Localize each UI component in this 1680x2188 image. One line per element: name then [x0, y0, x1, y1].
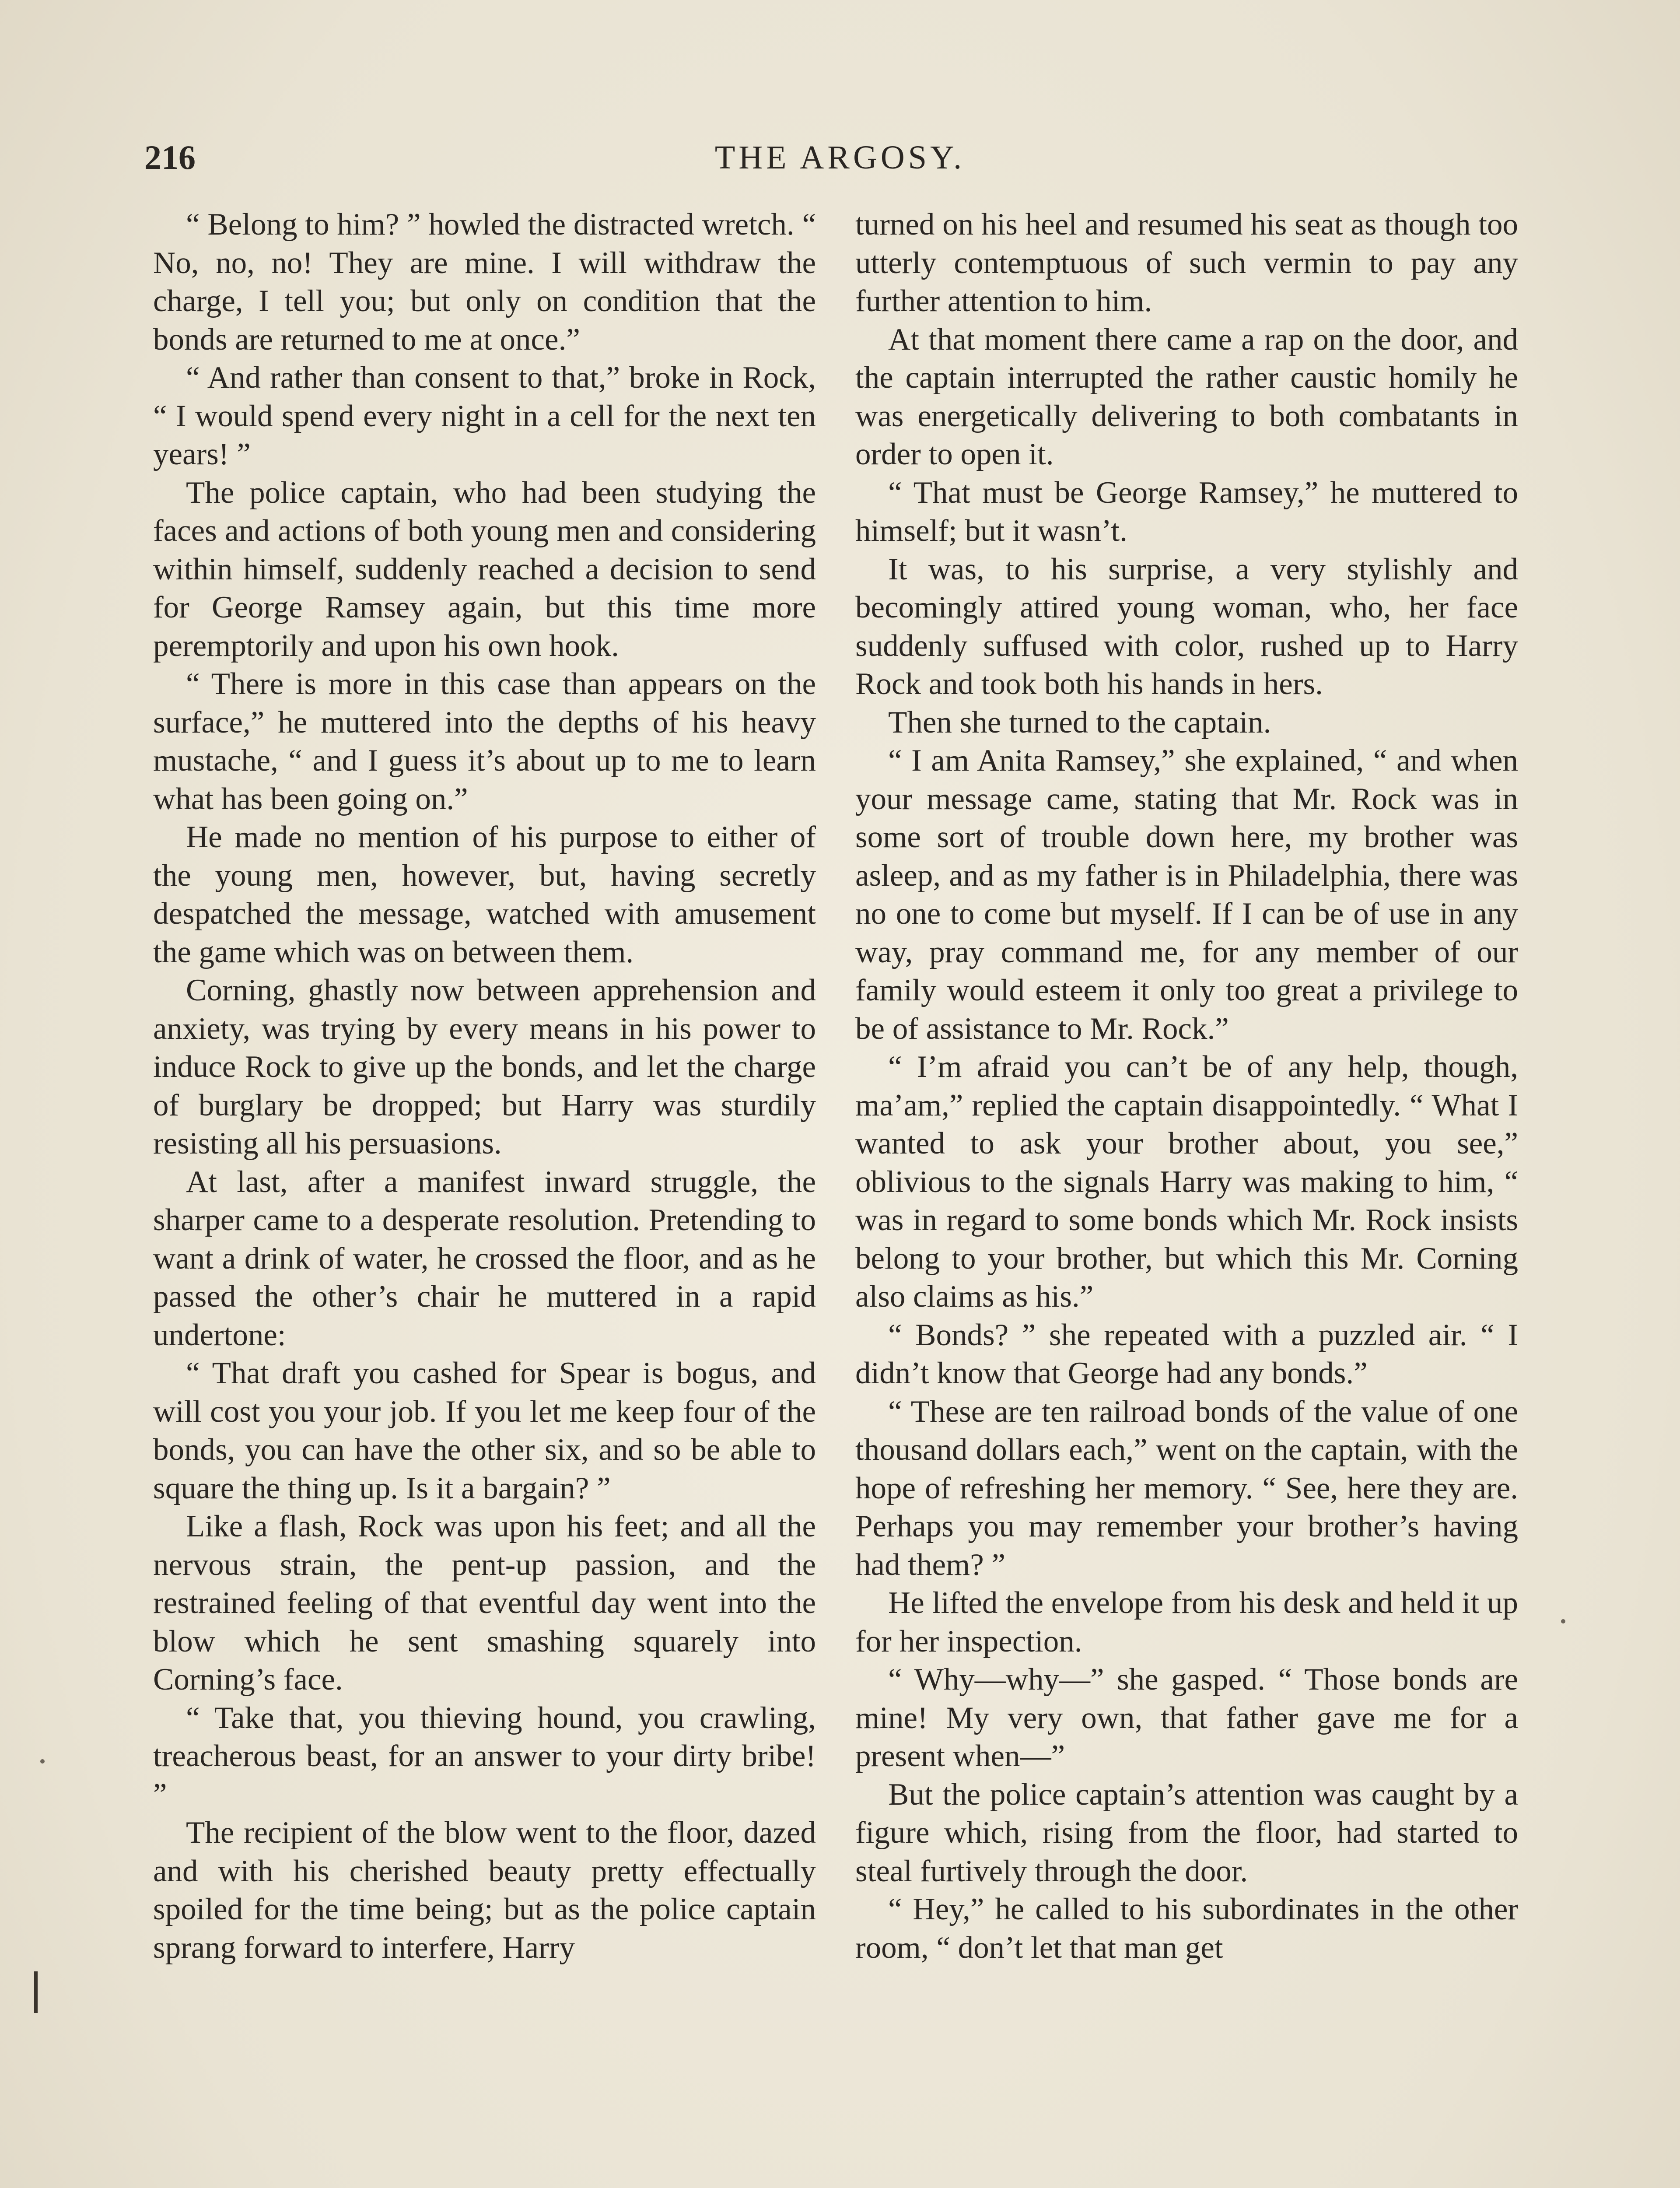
left-column: [153, 206, 816, 2188]
paragraph: “ I’m afraid you can’t be of any help, though, ma’am,” replied the captain disappointedly. “ What I wanted to ask your brother about, you see,” oblivious to the signals Harry was making to him, “ was in regard to some bonds which Mr. Rock insists belong to your brother, but which this Mr. Corning also claims as his.”: [855, 1050, 1518, 1314]
paragraph: “ And rather than consent to that,” broke in Rock, “ I would spend every night in a cell for the next ten years! ”: [153, 361, 816, 471]
paragraph: “ Bonds? ” she repeated with a puzzled air. “ I didn’t know that George had any bonds.”: [855, 1318, 1518, 1390]
paragraph: But the police captain’s attention was caught by a figure which, rising from the floor, had started to steal furtively through the door.: [855, 1777, 1518, 1888]
paragraph: “ These are ten railroad bonds of the value of one thousand dollars each,” went on the captain, with the hope of refreshing her memory. “ See, here they are. Perhaps you may remember your brother’s having had them? ”: [855, 1394, 1518, 1582]
paragraph: At last, after a manifest inward struggle, the sharper came to a desperate resolution. Pretending to want a drink of water, he crossed the floor, and as he passed the other’s chair he muttered in a rapid undertone:: [153, 1164, 816, 1352]
margin-dot: [1561, 1619, 1565, 1623]
running-head: THE ARGOSY.: [714, 139, 966, 176]
paragraph: It was, to his surprise, a very stylishly and becomingly attired young woman, who, her face suddenly suffused with color, rushed up to Harry Rock and took both his hands in hers.: [855, 552, 1518, 701]
paragraph: “ That draft you cashed for Spear is bogus, and will cost you your job. If you let me keep four of the bonds, you can have the other six, and so be able to square the thing up. Is it a bargain? ”: [153, 1356, 816, 1505]
paragraph: “ I am Anita Ramsey,” she explained, “ and when your message came, stating that Mr. Rock was in some sort of trouble down here, my brother was asleep, and as my father is in Philadelphia, there was no one to come but myself. If I can be of use in any way, pray command me, for any member of our family would esteem it only too great a privilege to be of assistance to Mr. Rock.”: [855, 743, 1518, 1046]
page-header: [144, 131, 1536, 184]
margin-dot: [40, 1759, 45, 1764]
page-number: 216: [144, 138, 196, 176]
paragraph: “ There is more in this case than appears on the surface,” he muttered into the depths of his heavy mustache, “ and I guess it’s about up to me to learn what has been going on.”: [153, 667, 816, 816]
paragraph: “ Belong to him? ” howled the distracted wretch. “ No, no, no! They are mine. I will withdraw the charge, I tell you; but only on condition that the bonds are returned to me at once.”: [153, 207, 816, 357]
paragraph: At that moment there came a rap on the door, and the captain interrupted the rather caustic homily he was energetically delivering to both combatants in order to open it.: [855, 322, 1518, 471]
paragraph: Corning, ghastly now between apprehension and anxiety, was trying by every means in his power to induce Rock to give up the bonds, and let the charge of burglary be dropped; but Harry was sturdily resisting all his persuasions.: [153, 973, 816, 1161]
paragraph: He lifted the envelope from his desk and held it up for her inspection.: [855, 1586, 1518, 1659]
paragraph: “ That must be George Ramsey,” he muttered to himself; but it wasn’t.: [855, 475, 1518, 548]
paragraph: Then she turned to the captain.: [888, 705, 1271, 740]
paragraph: “ Why—why—” she gasped. “ Those bonds are mine! My very own, that father gave me for a present when—”: [855, 1662, 1518, 1773]
paragraph: “ Hey,” he called to his subordinates in the other room, “ don’t let that man get: [855, 1892, 1518, 1965]
paragraph: “ Take that, you thieving hound, you crawling, treacherous beast, for an answer to your dirty bribe! ”: [153, 1701, 816, 1812]
paragraph: The police captain, who had been studying the faces and actions of both young men and considering within himself, suddenly reached a decision to send for George Ramsey again, but this time more peremptorily and upon his own hook.: [153, 475, 816, 663]
paragraph: Like a flash, Rock was upon his feet; and all the nervous strain, the pent-up passion, and the restrained feeling of that eventful day went into the blow which he sent smashing squarely into Corning’s face.: [153, 1509, 816, 1697]
paragraph-continuation: turned on his heel and resumed his seat as though too utterly contemptuous of such vermin to pay any further attention to him.: [855, 207, 1518, 318]
paragraph: He made no mention of his purpose to either of the young men, however, but, having secretly despatched the message, watched with amusement the game which was on between them.: [153, 820, 816, 969]
paragraph: The recipient of the blow went to the floor, dazed and with his cherished beauty pretty effectually spoiled for the time being; but as the police captain sprang forward to interfere, Harry: [153, 1816, 816, 1965]
margin-mark: [34, 1971, 38, 2013]
right-column: [855, 206, 1518, 2188]
